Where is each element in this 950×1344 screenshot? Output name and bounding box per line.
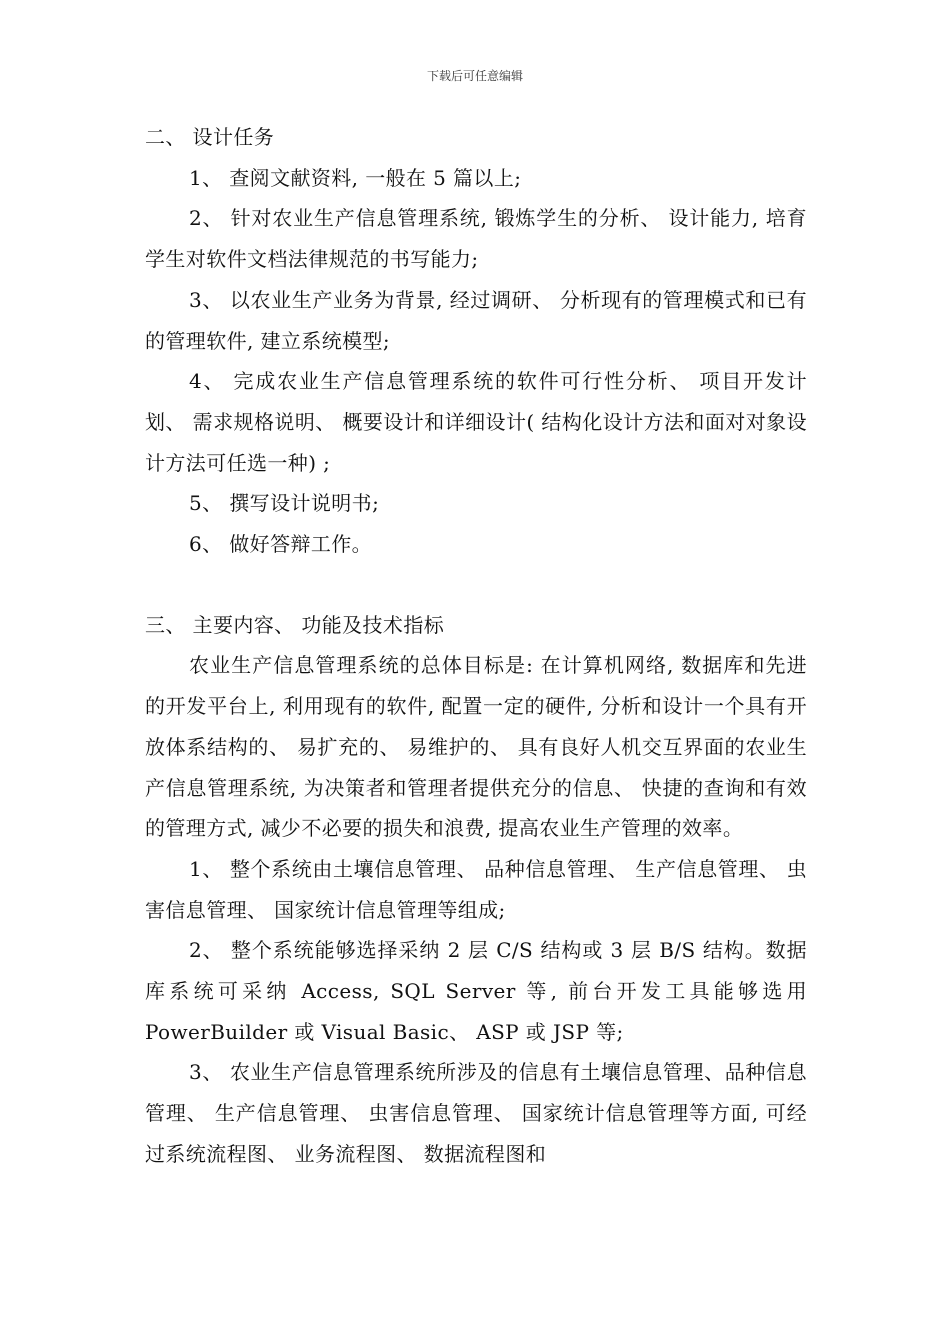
design-task-item-1: 1、 查阅文献资料, 一般在 5 篇以上; [189, 165, 522, 190]
design-task-item-2: 2、 针对农业生产信息管理系统, 锻炼学生的分析、 设计能力, 培育学生对软件文档法律规范的书写能力; [145, 206, 807, 272]
main-content-item-1: 1、 整个系统由土壤信息管理、 品种信息管理、 生产信息管理、 虫害信息管理、 国家统计信息管理等组成; [145, 856, 807, 922]
design-task-item-3: 3、 以农业生产业务为背景, 经过调研、 分析现有的管理模式和已有的管理软件, 建立系统模型; [145, 287, 807, 353]
design-task-item-4: 4、 完成农业生产信息管理系统的软件可行性分析、 项目开发计划、 需求规格说明、 概要设计和详细设计( 结构化设计方法和面对对象设计方法可任选一种) ; [145, 369, 807, 475]
section-heading-design-tasks: 二、 设计任务 [145, 125, 275, 149]
section-heading-main-content: 三、 主要内容、 功能及技术指标 [145, 612, 445, 637]
page-header: 下载后可任意编辑 [426, 69, 523, 83]
main-content-item-3: 3、 农业生产信息管理系统所涉及的信息有土壤信息管理、品种信息管理、 生产信息管理、 虫害信息管理、 国家统计信息管理等方面, 可经过系统流程图、 业务流程图、 数据流程图和 [145, 1060, 807, 1166]
design-task-item-5: 5、 撰写设计说明书; [189, 491, 380, 516]
main-content-intro: 农业生产信息管理系统的总体目标是: 在计算机网络, 数据库和先进的开发平台上, 利用现有的软件, 配置一定的硬件, 分析和设计一个具有开放体系结构的、 易扩充的、 易维护的、 具有良好人机交互界面的农业生产信息管理系统, 为决策者和管理者提供充分的信息、 快捷的查询和有效的管理方式, 减少不必要的损失和浪费, 提高农业生产管理的效率。 [145, 653, 807, 841]
design-task-item-6: 6、 做好答辩工作。 [189, 532, 373, 557]
document-body [145, 117, 807, 1175]
main-content-item-2: 2、 整个系统能够选择采纳 2 层 C/S 结构或 3 层 B/S 结构。数据库系统可采纳 Access, SQL Server 等, 前台开发工具能够选用 PowerBuilder 或 Visual Basic、 ASP 或 JSP 等; [145, 938, 807, 1044]
